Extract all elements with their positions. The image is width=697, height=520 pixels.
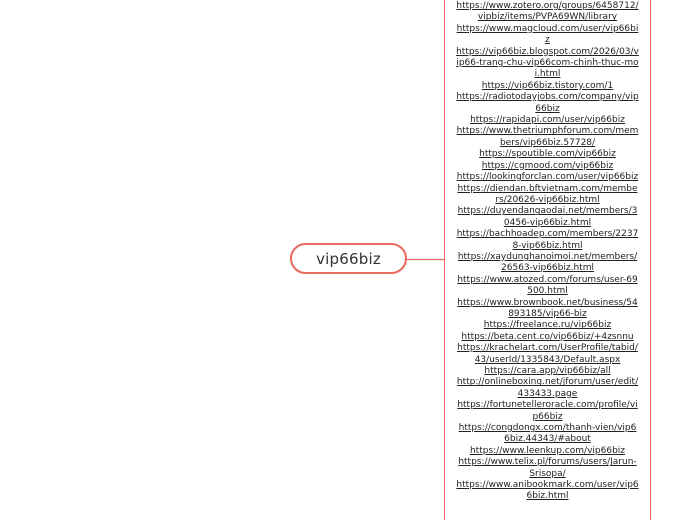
link-item[interactable]: https://lookingforclan.com/user/vip66biz	[456, 172, 639, 183]
list-item	[456, 1, 639, 24]
list-item	[456, 320, 639, 331]
list-item	[456, 252, 639, 275]
link-item[interactable]: https://beta.cent.co/vip66biz/+4zsnnu	[461, 331, 634, 342]
link-item[interactable]: https://xaydunghanoimoi.net/members/26563-vip66biz.html	[457, 251, 638, 274]
link-item[interactable]: https://www.anibookmark.com/user/vip66biz.html	[456, 480, 639, 502]
link-item[interactable]: https://vip66biz.blogspot.com/2026/03/vip66-trang-chu-vip66com-chinh-thuc-moi.html	[456, 46, 639, 80]
link-item[interactable]: http://onlineboxing.net/jforum/user/edit/433433.page	[456, 377, 639, 399]
list-item	[456, 172, 639, 183]
list-item	[456, 24, 639, 47]
list-item	[456, 92, 639, 115]
link-item[interactable]: https://duyendangaodai.net/members/30456-vip66biz.html	[457, 206, 638, 228]
root-topic-label: vip66biz	[316, 249, 381, 268]
list-item	[456, 81, 639, 92]
link-item[interactable]: https://www.atozed.com/forums/user-69500.html	[457, 274, 638, 297]
list-item	[456, 115, 639, 126]
list-item	[456, 366, 639, 377]
list-item	[456, 332, 639, 343]
list-item	[456, 126, 639, 149]
link-item[interactable]: https://bachhoadep.com/members/22378-vip66biz.html	[456, 229, 639, 251]
list-item	[456, 457, 639, 480]
list-item	[456, 161, 639, 172]
link-list	[456, 1, 639, 503]
link-item[interactable]: https://cara.app/vip66biz/all	[484, 366, 611, 376]
list-item	[456, 149, 639, 160]
link-item[interactable]: https://www.leenkup.com/vip66biz	[469, 445, 626, 456]
link-item[interactable]: https://fortunetelleroracle.com/profile/vip66biz	[457, 400, 638, 422]
link-item[interactable]: https://congdongx.com/thanh-vien/vip66biz.44343/#about	[458, 423, 637, 445]
list-item	[456, 298, 639, 321]
link-item[interactable]: https://cgmood.com/vip66biz	[481, 160, 614, 171]
list-item	[456, 423, 639, 446]
list-item	[456, 377, 639, 400]
link-item[interactable]: https://vip66biz.tistory.com/1	[481, 80, 614, 91]
list-item	[456, 229, 639, 252]
link-item[interactable]: https://rapidapi.com/user/vip66biz	[470, 115, 625, 126]
list-item	[456, 480, 639, 503]
link-item[interactable]: https://www.telix.pl/forums/users/Jarun-Srisopa/	[458, 457, 637, 479]
link-item[interactable]: https://www.zotero.org/groups/6458712/vipbiz/items/PVPA69WN/library	[456, 1, 639, 23]
link-item[interactable]: https://krachelart.com/UserProfile/tabid/43/userId/1335843/Default.aspx	[457, 343, 638, 365]
list-item	[456, 275, 639, 298]
list-item	[456, 400, 639, 423]
list-item	[456, 184, 639, 207]
link-item[interactable]: https://radiotodayjobs.com/company/vip66biz	[456, 92, 639, 114]
list-item	[456, 47, 639, 81]
root-topic-node[interactable]	[290, 243, 407, 274]
list-item	[456, 446, 639, 457]
list-item	[456, 343, 639, 366]
link-item[interactable]: https://spoutible.com/vip66biz	[479, 149, 616, 160]
link-item[interactable]: https://www.magcloud.com/user/vip66biz	[456, 23, 639, 46]
list-item	[456, 206, 639, 229]
link-item[interactable]: https://www.brownbook.net/business/54893185/vip66-biz	[457, 297, 638, 319]
link-item[interactable]: https://www.thetriumphforum.com/members/vip66biz.57728/	[456, 126, 639, 148]
link-item[interactable]: https://freelance.ru/vip66biz	[483, 320, 612, 331]
link-item[interactable]: https://diendan.bftvietnam.com/members/20626-vip66biz.html	[457, 183, 638, 205]
